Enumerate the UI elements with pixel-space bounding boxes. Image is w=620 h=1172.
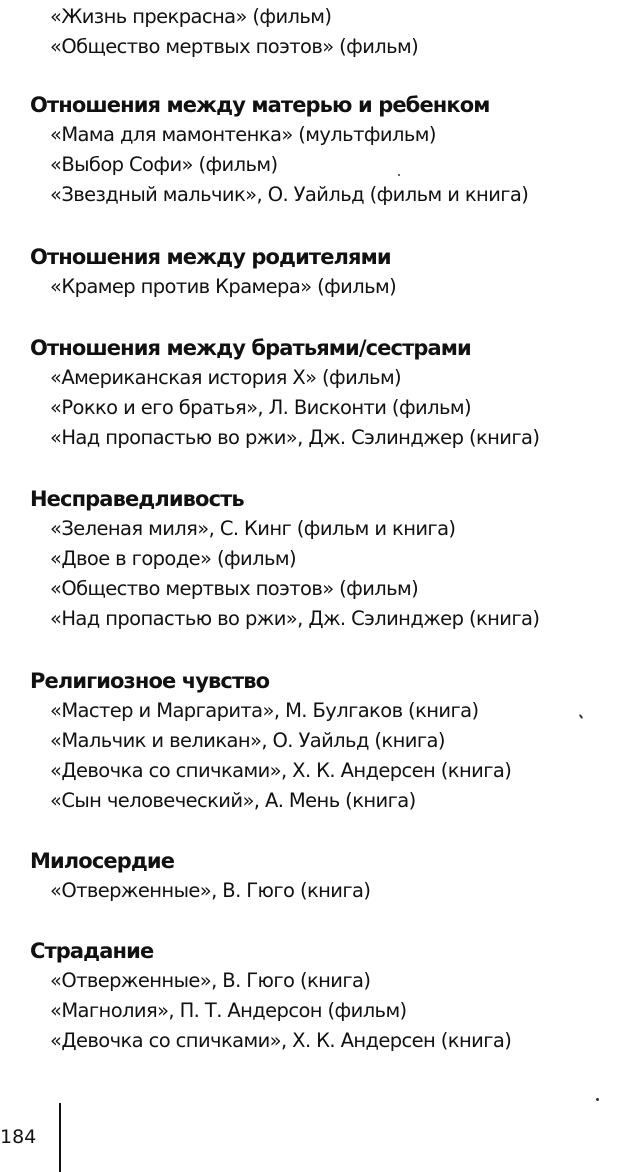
section-siblings — [30, 333, 620, 453]
section-suffering — [30, 936, 620, 1056]
section-parents — [30, 242, 620, 302]
list-item: «Магнолия», П. Т. Андерсон (фильм) — [50, 999, 407, 1022]
list-item: «Над пропастью во ржи», Дж. Сэлинджер (книга) — [50, 607, 540, 630]
section-heading: Страдание — [30, 939, 154, 963]
list-item: «Общество мертвых поэтов» (фильм) — [50, 35, 419, 58]
continued-list — [30, 2, 620, 62]
section-heading: Милосердие — [30, 849, 175, 873]
section-religious-feeling — [30, 666, 620, 816]
list-item: «Выбор Софи» (фильм) — [50, 153, 278, 176]
list-item: «Крамер против Крамера» (фильм) — [50, 275, 397, 298]
section-mother-child — [30, 90, 620, 210]
list-item: «Сын человеческий», А. Мень (книга) — [50, 789, 416, 812]
list-item: «Отверженные», В. Гюго (книга) — [50, 969, 371, 992]
list-item: «Звездный мальчик», О. Уайльд (фильм и книга) — [50, 183, 529, 206]
list-item: «Общество мертвых поэтов» (фильм) — [50, 577, 419, 600]
print-speck — [596, 1098, 599, 1101]
list-item: «Мастер и Маргарита», М. Булгаков (книга) — [50, 699, 479, 722]
list-item: «Зеленая миля», С. Кинг (фильм и книга) — [50, 517, 456, 540]
section-injustice — [30, 484, 620, 634]
list-item: «Жизнь прекрасна» (фильм) — [50, 5, 332, 28]
page-number: 184 — [0, 1126, 37, 1148]
list-item: «Над пропастью во ржи», Дж. Сэлинджер (книга) — [50, 426, 540, 449]
section-heading: Религиозное чувство — [30, 669, 270, 693]
section-heading: Отношения между родителями — [30, 245, 391, 269]
section-heading: Отношения между матерью и ребенком — [30, 93, 490, 117]
print-speck — [398, 174, 400, 176]
list-item: «Американская история Х» (фильм) — [50, 366, 402, 389]
list-item: «Девочка со спичками», Х. К. Андерсен (книга) — [50, 1029, 512, 1052]
list-item: «Рокко и его братья», Л. Висконти (фильм) — [50, 396, 471, 419]
section-heading: Отношения между братьями/сестрами — [30, 336, 471, 360]
section-mercy — [30, 846, 620, 906]
margin-rule — [59, 1103, 61, 1172]
section-heading: Несправедливость — [30, 487, 244, 511]
list-item: «Двое в городе» (фильм) — [50, 547, 296, 570]
list-item: «Девочка со спичками», Х. К. Андерсен (книга) — [50, 759, 512, 782]
list-item: «Отверженные», В. Гюго (книга) — [50, 879, 371, 902]
list-item: «Мальчик и великан», О. Уайльд (книга) — [50, 729, 445, 752]
list-item: «Мама для мамонтенка» (мультфильм) — [50, 123, 436, 146]
